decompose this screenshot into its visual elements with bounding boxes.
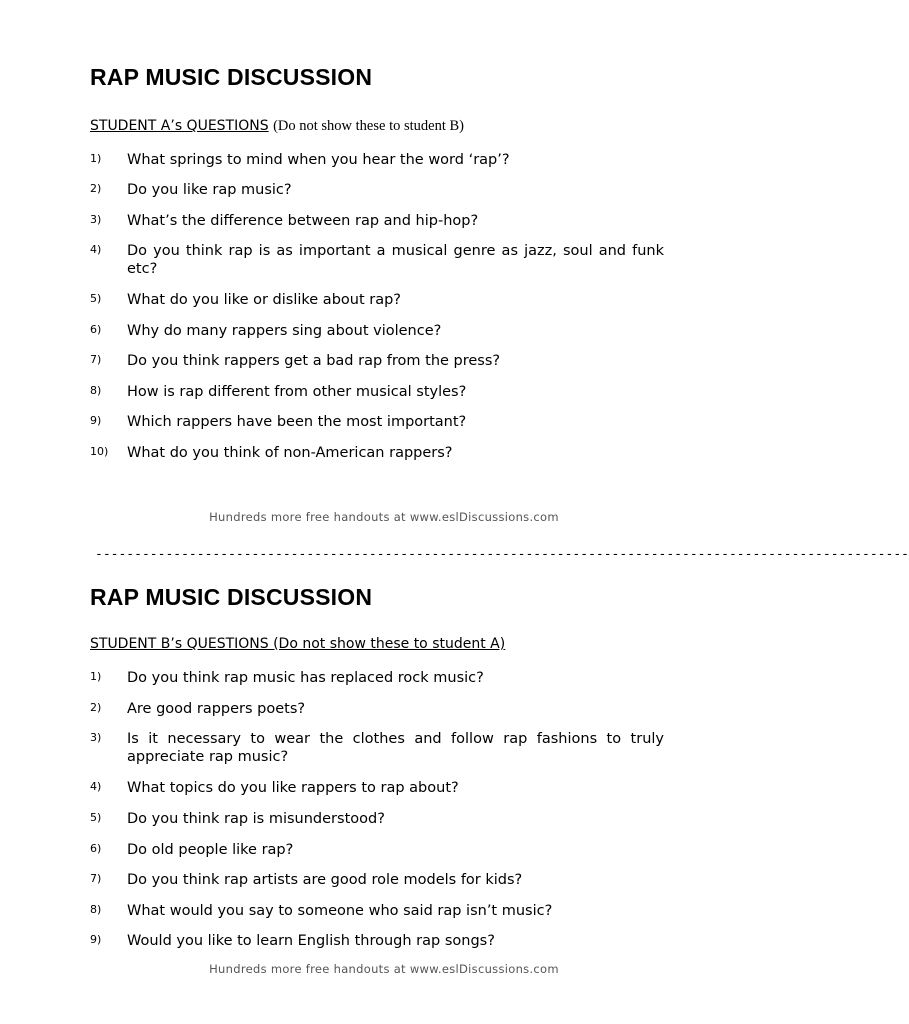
question-text: Do you think rap is misunderstood? <box>127 811 385 827</box>
section-b-student-label: STUDENT B’s QUESTIONS (Do not show these to student A) <box>90 636 506 652</box>
question-number: 9) <box>90 414 102 427</box>
question-text: Would you like to learn English through rap songs? <box>127 933 495 949</box>
question-text: Do you think rap music has replaced rock music? <box>127 670 484 686</box>
question-item <box>90 151 664 169</box>
question-number: 5) <box>90 292 102 305</box>
question-number: 6) <box>90 842 102 855</box>
question-text: Is it necessary to wear the clothes and follow rap fashions to truly appreciate rap music? <box>127 731 664 765</box>
question-text: How is rap different from other musical styles? <box>127 384 467 400</box>
question-text: Do you think rap is as important a musical genre as jazz, soul and funk etc? <box>127 243 664 277</box>
question-text: What topics do you like rappers to rap about? <box>127 780 459 796</box>
section-b-title: RAP MUSIC DISCUSSION <box>90 584 373 610</box>
question-item <box>90 779 664 797</box>
question-number: 4) <box>90 243 102 256</box>
question-text: Do you think rap artists are good role models for kids? <box>127 872 523 888</box>
question-item <box>90 902 664 920</box>
question-number: 9) <box>90 933 102 946</box>
cut-line-divider: -------------------------------------------------------------------------------------------------------- <box>95 547 909 562</box>
question-item <box>90 932 664 950</box>
question-number: 1) <box>90 670 102 683</box>
question-item <box>90 242 664 278</box>
question-item <box>90 383 664 401</box>
question-text: Do you think rappers get a bad rap from the press? <box>127 353 501 369</box>
question-number: 8) <box>90 384 102 397</box>
section-a-subheading <box>90 118 464 135</box>
section-a-student-label: STUDENT A’s QUESTIONS <box>90 118 269 134</box>
question-item <box>90 181 664 199</box>
question-number: 4) <box>90 780 102 793</box>
question-number: 3) <box>90 213 102 226</box>
question-number: 10) <box>90 445 109 458</box>
question-item <box>90 669 664 687</box>
question-number: 6) <box>90 323 102 336</box>
question-item <box>90 352 664 370</box>
section-b-subheading <box>90 636 505 652</box>
question-item <box>90 841 664 859</box>
section-a-footer: Hundreds more free handouts at www.eslDiscussions.com <box>209 510 559 524</box>
question-item <box>90 810 664 828</box>
question-number: 2) <box>90 701 102 714</box>
question-item <box>90 871 664 889</box>
question-item <box>90 700 664 718</box>
question-number: 7) <box>90 353 102 366</box>
question-number: 7) <box>90 872 102 885</box>
question-number: 2) <box>90 182 102 195</box>
question-text: Do you like rap music? <box>127 182 292 198</box>
question-text: What would you say to someone who said rap isn’t music? <box>127 903 553 919</box>
question-number: 1) <box>90 152 102 165</box>
question-item <box>90 212 664 230</box>
question-text: Are good rappers poets? <box>127 701 306 717</box>
question-number: 8) <box>90 903 102 916</box>
question-item <box>90 322 664 340</box>
question-text: What do you think of non-American rappers? <box>127 445 453 461</box>
question-item <box>90 291 664 309</box>
question-item <box>90 413 664 431</box>
question-number: 5) <box>90 811 102 824</box>
section-a-title: RAP MUSIC DISCUSSION <box>90 64 373 90</box>
section-b-footer: Hundreds more free handouts at www.eslDiscussions.com <box>209 962 559 976</box>
question-text: What do you like or dislike about rap? <box>127 292 401 308</box>
question-text: Why do many rappers sing about violence? <box>127 323 442 339</box>
question-text: What springs to mind when you hear the word ‘rap’? <box>127 152 510 168</box>
question-number: 3) <box>90 731 102 744</box>
section-a-note: (Do not show these to student B) <box>273 118 464 134</box>
question-text: What’s the difference between rap and hip-hop? <box>127 213 479 229</box>
question-item <box>90 444 664 462</box>
question-text: Which rappers have been the most important? <box>127 414 467 430</box>
question-text: Do old people like rap? <box>127 842 294 858</box>
question-item <box>90 730 664 766</box>
